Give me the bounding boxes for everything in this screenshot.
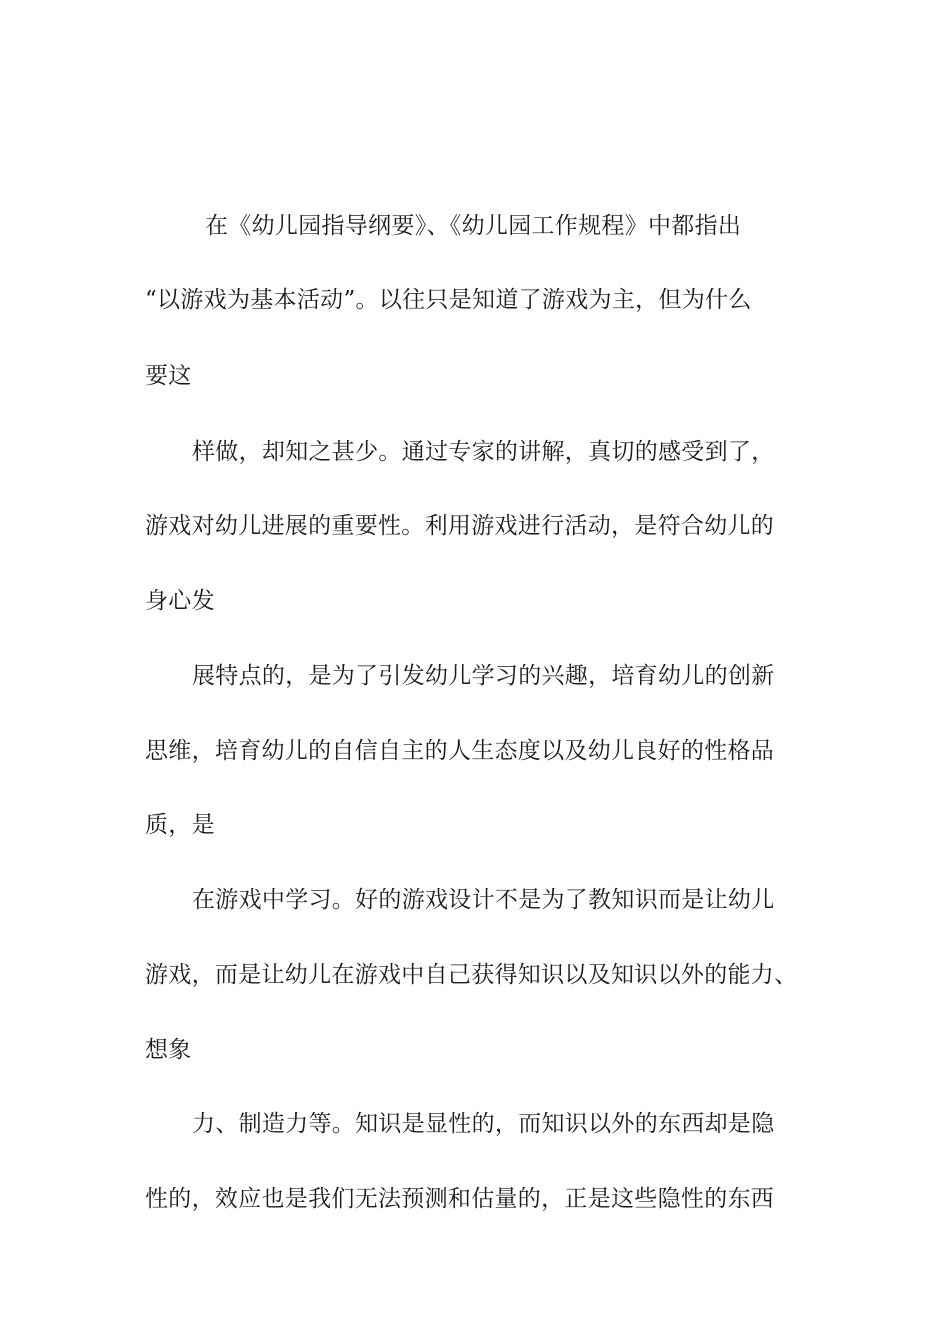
text-line: 要这	[145, 363, 192, 389]
text-line: 游戏对幼儿进展的重要性。利用游戏进行活动，是符合幼儿的	[145, 513, 775, 539]
text-line: 力、制造力等。知识是显性的，而知识以外的东西却是隐	[192, 1111, 775, 1137]
text-line: “以游戏为基本活动”。以往只是知道了游戏为主，但为什么	[145, 287, 752, 313]
text-line: 在游戏中学习。好的游戏设计不是为了教知识而是让幼儿	[192, 887, 775, 913]
text-line: 展特点的，是为了引发幼儿学习的兴趣，培育幼儿的创新	[192, 663, 775, 689]
text-line: 身心发	[145, 588, 215, 614]
text-line: 思维，培育幼儿的自信自主的人生态度以及幼儿良好的性格品	[145, 738, 775, 764]
text-line: 性的，效应也是我们无法预测和估量的，正是这些隐性的东西	[145, 1186, 775, 1212]
text-line: 质，是	[145, 812, 215, 838]
text-line: 游戏，而是让幼儿在游戏中自己获得知识以及知识以外的能力、	[145, 962, 798, 988]
text-line: 在《幼儿园指导纲要》、《幼儿园工作规程》中都指出	[205, 213, 742, 239]
text-line: 样做，却知之甚少。通过专家的讲解，真切的感受到了，	[192, 439, 775, 465]
text-line: 想象	[145, 1037, 192, 1063]
